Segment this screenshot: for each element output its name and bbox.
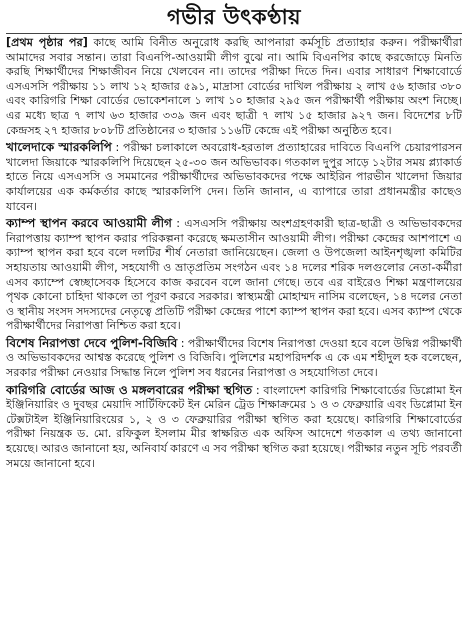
paragraph-security [6,336,462,381]
paragraph-text: : পরীক্ষার্থীদের বিশেষ নিরাপত্তা দেওয়া হবে বলে উদ্বিগ্ন পরীক্ষার্থী ও অভিভাবকদের আশ্বস্ত করেছে পুলিশ ও বিজিবি। পুলিশের মহাপরিদর্শক এ কে এম শহীদুল হক বলেছেন, সরকার পরীক্ষা নেওয়ার সিদ্ধান্ত নিলে পুলিশ সব ধরনের নিরাপত্তা ও সহযোগিতা দেবে। [6,336,462,380]
paragraph-intro [6,36,462,138]
paragraph-text: : এসএসসি পরীক্ষায় অংশগ্রহণকারী ছাত্র-ছাত্রী ও অভিভাবকদের নিরাপত্তায় ক্যাম্প স্থাপন করার পরিকল্পনা করেছে ক্ষমতাসীন আওয়ামী লীগ। পরীক্ষা কেন্দ্রের আশপাশে এ ক্যাম্প স্থাপন করা হবে বলে দলটির শীর্ষ নেতারা জানিয়েছেন। জেলা ও উপজেলা আইনশৃঙ্খলা কমিটির সহায়তায় আওয়ামী লীগ, সহযোগী ও ভ্রাতৃপ্রতিম সংগঠন এবং ১৪ দলের শরিক দলগুলোর নেতা-কর্মীরা এসব ক্যাম্পে স্বেচ্ছাসেবক হিসেবে কাজ করবেন বলে জানা গেছে। তবে এর বাইরেও শিক্ষা মন্ত্রণালয়ের পৃথক কোনো চাহিদা থাকলে তা পূরণ করবে সরকার। স্বাস্থ্যমন্ত্রী মোহাম্মদ নাসিম বলেছেন, ১৪ দলের নেতা ও স্থানীয় সংসদ সদস্যদের নেতৃত্বে প্রতিটি পরীক্ষা কেন্দ্রের পাশে ক্যাম্প স্থাপন করা হবে। এসব ক্যাম্প থেকে পরীক্ষার্থীদের নিরাপত্তা নিশ্চিত করা হবে। [6,217,462,333]
news-article [6,4,462,473]
paragraph-memorandum [6,140,462,214]
subheading-security: বিশেষ নিরাপত্তা দেবে পুলিশ-বিজিবি [6,335,178,350]
paragraph-text: : বাংলাদেশ কারিগরি শিক্ষাবোর্ডের ডিপ্লোমা ইন ইঞ্জিনিয়ারিং ও দুবছর মেয়াদি সার্টিফিকেট ইন মেরিন ট্রেড শিক্ষাক্রমের ১ ও ৩ ফেব্রুয়ারি এবং ডিপ্লোমা ইন টেক্সটাইল ইঞ্জিনিয়ারিংয়ের ১, ২ ও ৩ ফেব্রুয়ারির পরীক্ষা স্থগিত করা হয়েছে। কারিগরি শিক্ষাবোর্ডের পরীক্ষা নিয়ন্ত্রক ড. মো. রফিকুল ইসলাম মীর স্বাক্ষরিত এক অফিস আদেশে গতকাল এ তথ্য জানানো হয়েছে। আরও জানানো হয়, অনিবার্য কারণে এ সব পরীক্ষা স্থগিত করা হয়েছে। পরীক্ষার নতুন সূচি পরবর্তী সময়ে জানানো হবে। [6,383,462,470]
paragraph-technical-board [6,383,462,472]
headline: গভীর উৎকণ্ঠায় [166,5,302,29]
subheading-memorandum: খালেদাকে স্মারকলিপি [6,140,112,155]
paragraph-text: : পরীক্ষা চলাকালে অবরোধ-হরতাল প্রত্যাহারের দাবিতে বিএনপি চেয়ারপারসন খালেদা জিয়াকে স্মারকলিপি দিয়েছেন ২৫-৩০ জন অভিভাবক। গতকাল দুপুর সাড়ে ১২টার সময় প্ল্যাকার্ড হাতে নিয়ে এসএসসি ও সমমানের পরীক্ষার্থীদের অভিভাবকদের পক্ষে আইরিন পারভীন খালেদা জিয়ার কার্যালয়ের এক কর্মকর্তার কাছে স্মারকলিপি দেন। তিনি জানান, এ ব্যাপারে তারা প্রধানমন্ত্রীর কাছেও যাবেন। [6,141,463,213]
subheading-technical-board: কারিগরি বোর্ডের আজ ও মঙ্গলবারের পরীক্ষা স্থগিত [6,382,253,397]
headline-divider [6,33,462,34]
subheading-camp: ক্যাম্প স্থাপন করবে আওয়ামী লীগ [6,216,172,231]
continuation-marker: [প্রথম পৃষ্ঠার পর] [6,36,88,49]
paragraph-camp [6,216,462,334]
paragraph-text: কাছে আমি বিনীত অনুরোধ করছি আপনারা কর্মসূচি প্রত্যাহার করুন। পরীক্ষার্থীরা আমাদের সবার সন্তান। তারা বিএনপি-আওয়ামী লীগ বুঝে না। আমি বিএনপির কাছে করজোড়ে মিনতি করছি শিক্ষার্থীদের শিক্ষাজীবন নিয়ে খেলবেন না। তাদের পরীক্ষা দিতে দিন। এবার সাধারণ শিক্ষাবোর্ডে এসএসসি পরীক্ষায় ১১ লাখ ১২ হাজার ৫৯১, মাদ্রাসা বোর্ডের দাখিল পরীক্ষায় ২ লাখ ৫৬ হাজার ৩৮০ এবং কারিগরি শিক্ষা বোর্ডের ভোকেশনালে ১ লাখ ১০ হাজার ২৯৫ জন পরীক্ষার্থী পরীক্ষায় অংশ নিচ্ছে। এর মধ্যে ছাত্র ৭ লাখ ৬৩ হাজার ৩৩৯ জন এবং ছাত্রী ৭ লাখ ১৫ হাজার ৯২৭ জন। বিদেশের ৮টি কেন্দ্রসহ ২৭ হাজার ৮০৮টি প্রতিষ্ঠানের ৩ হাজার ১১৬টি কেন্দ্রে এই পরীক্ষা অনুষ্ঠিত হবে। [6,36,463,137]
